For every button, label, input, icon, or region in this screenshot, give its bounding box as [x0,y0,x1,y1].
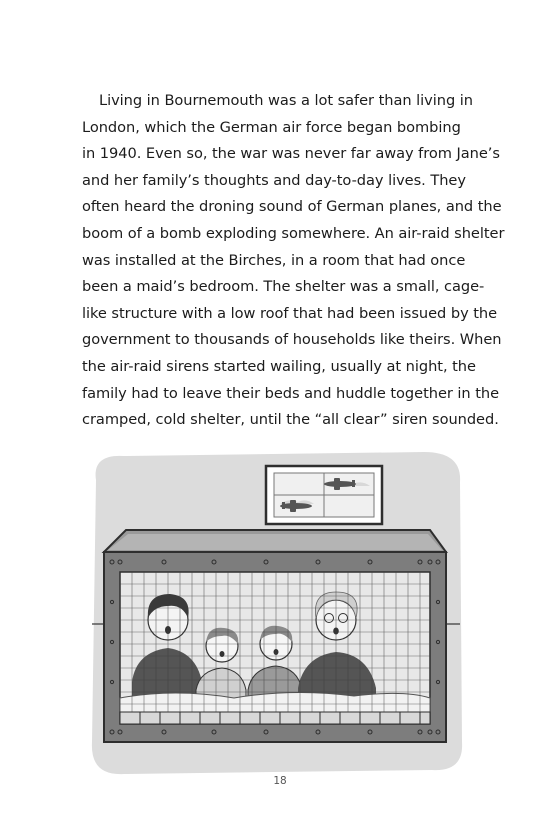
text-line: been a maid’s bedroom. The shelter was a small, cage- [82,278,485,296]
shelter-base [120,712,430,724]
text-line: often heard the droning sound of German planes, and the [82,198,502,216]
text-line: boom of a bomb exploding somewhere. An air-raid shelter [82,224,505,242]
text-line: cramped, cold shelter, until the “all clear” siren sounded. [82,411,499,429]
wall-picture [266,466,382,524]
text-line: London, which the German air force began bombing [82,118,461,136]
shelter-illustration [84,442,466,778]
text-line: the air-raid sirens started wailing, usually at night, the [82,357,476,375]
body-text [82,88,505,434]
text-line: in 1940. Even so, the war was never far away from Jane’s [82,145,500,163]
shelter-roof [104,530,446,552]
text-line: was installed at the Birches, in a room that had once [82,251,466,269]
page-number: 18 [273,775,287,787]
text-line: family had to leave their beds and huddle together in the [82,384,500,402]
text-line: government to thousands of households like theirs. When [82,331,502,349]
text-line: Living in Bournemouth was a lot safer than living in [99,92,473,109]
text-line: like structure with a low roof that had been issued by the [82,304,498,322]
text-line: and her family’s thoughts and day-to-day lives. They [82,171,466,189]
